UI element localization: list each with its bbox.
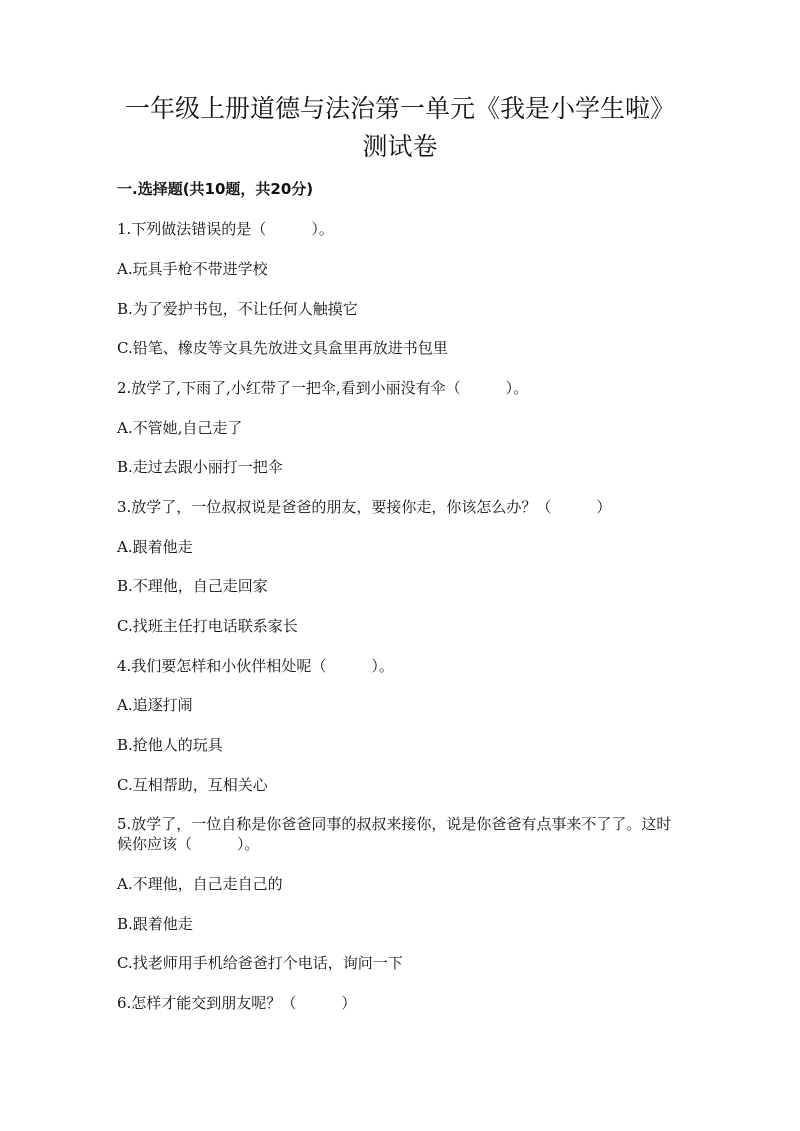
question-3-option-a: A.跟着他走 xyxy=(117,538,193,556)
question-5-option-a: A.不理他，自己走自己的 xyxy=(117,875,283,893)
question-2-stem: 2.放学了,下雨了,小红带了一把伞,看到小丽没有伞（ ）。 xyxy=(117,379,529,397)
question-2-option-a: A.不管她,自己走了 xyxy=(117,419,243,437)
question-1-option-c: C.铅笔、橡皮等文具先放进文具盒里再放进书包里 xyxy=(117,339,448,357)
document-title-line1: 一年级上册道德与法治第一单元《我是小学生啦》 xyxy=(124,94,675,123)
question-5-option-c: C.找老师用手机给爸爸打个电话，询问一下 xyxy=(117,954,403,972)
question-2-option-b: B.走过去跟小丽打一把伞 xyxy=(117,458,283,476)
question-4-option-b: B.抢他人的玩具 xyxy=(117,736,223,754)
question-5-stem: 5.放学了，一位自称是你爸爸同事的叔叔来接你，说是你爸爸有点事来不了了。这时候你应该（ ）。 xyxy=(117,815,672,853)
question-4-stem: 4.我们要怎样和小伙伴相处呢（ ）。 xyxy=(117,657,394,675)
question-1-stem: 1.下列做法错误的是（ ）。 xyxy=(117,220,334,238)
question-6-stem: 6.怎样才能交到朋友呢？（ ） xyxy=(117,994,357,1012)
question-3-option-c: C.找班主任打电话联系家长 xyxy=(117,617,298,635)
question-3-stem: 3.放学了，一位叔叔说是爸爸的朋友，要接你走，你该怎么办？（ ） xyxy=(117,498,612,516)
question-1-option-a: A.玩具手枪不带进学校 xyxy=(117,260,268,278)
question-4-option-a: A.追逐打闹 xyxy=(117,696,193,714)
section-heading-multiple-choice: 一.选择题(共10题，共20分) xyxy=(117,180,314,198)
question-3-option-b: B.不理他，自己走回家 xyxy=(117,577,268,595)
question-1-option-b: B.为了爱护书包，不让任何人触摸它 xyxy=(117,300,358,318)
question-4-option-c: C.互相帮助，互相关心 xyxy=(117,776,268,794)
question-5-option-b: B.跟着他走 xyxy=(117,915,193,933)
document-title-line2: 测试卷 xyxy=(362,132,438,161)
